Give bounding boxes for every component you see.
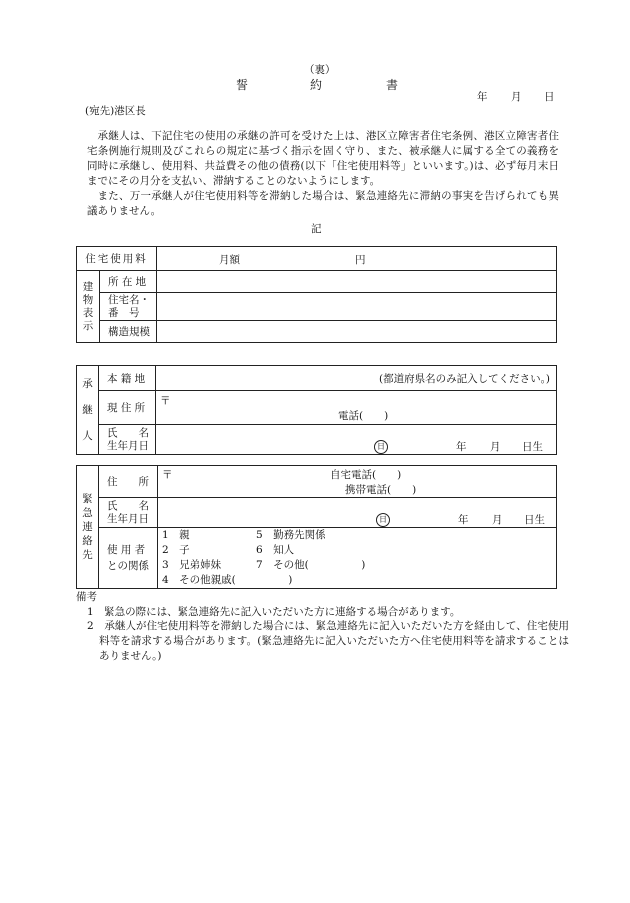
page-side-label: （裏）	[304, 64, 336, 76]
contact-name-birth-field[interactable]	[158, 498, 557, 528]
contact-birth-label: 生年月日	[107, 512, 149, 525]
successor-label-cell	[77, 366, 99, 455]
building-label: 建物表示	[82, 280, 94, 332]
title-char-2: 約	[310, 78, 323, 92]
structure-field[interactable]	[157, 321, 557, 343]
address-field[interactable]	[156, 391, 557, 425]
structure-label: 構造規模	[100, 321, 157, 343]
relation-option-1[interactable]: 1 親	[162, 529, 190, 541]
title-char-1: 誓	[236, 78, 249, 92]
yen-label: 円	[355, 254, 366, 266]
phone-label: 電話( )	[338, 410, 389, 422]
birth-month: 月	[490, 441, 501, 453]
rent-label: 住宅使用料	[77, 247, 157, 271]
ki-heading: 記	[311, 223, 322, 235]
addressee: (宛先)港区長	[85, 105, 146, 117]
relation-option-5[interactable]: 5 勤務先関係	[256, 529, 326, 541]
emergency-label-cell	[77, 466, 99, 589]
contact-birth-day: 日生	[524, 514, 545, 526]
monthly-label: 月額	[219, 254, 240, 266]
contact-name-birth-label	[99, 498, 158, 528]
relation-options[interactable]	[158, 528, 557, 589]
housing-name-label	[100, 293, 157, 321]
name-label: 氏 名	[107, 426, 149, 439]
relation-option-2[interactable]: 2 子	[162, 544, 190, 556]
emergency-contact-table	[76, 465, 557, 589]
contact-address-label: 住 所	[99, 466, 158, 498]
location-field[interactable]	[157, 271, 557, 293]
date-day: 日	[544, 91, 555, 103]
contact-name-label: 氏 名	[107, 499, 149, 512]
building-table	[76, 246, 557, 343]
birth-year: 年	[456, 441, 467, 453]
contact-birth-year: 年	[458, 514, 469, 526]
relation-label	[99, 528, 158, 589]
contact-era-mark: 日	[376, 513, 390, 527]
contact-birth-month: 月	[492, 514, 503, 526]
emergency-label: 緊急連絡先	[82, 493, 93, 561]
contact-postal-mark: 〒	[162, 469, 173, 481]
housing-name-field[interactable]	[157, 293, 557, 321]
date-month: 月	[511, 91, 522, 103]
note-1: 1 緊急の際には、緊急連絡先に記入いただいた方に連絡する場合があります。	[87, 606, 461, 618]
birth-day: 日生	[522, 441, 543, 453]
successor-table	[76, 365, 557, 455]
birth-label: 生年月日	[107, 439, 149, 452]
name-birth-field[interactable]	[156, 425, 557, 455]
successor-label: 承継人	[82, 378, 93, 442]
domicile-note: (都道府県名のみ記入してください。)	[379, 373, 550, 385]
postal-mark: 〒	[160, 395, 171, 407]
domicile-field[interactable]	[156, 366, 557, 391]
date-year: 年	[477, 91, 488, 103]
address-label: 現 住 所	[99, 391, 156, 425]
relation-option-7[interactable]: 7 その他( )	[256, 559, 366, 571]
mobile-phone-label: 携帯電話( )	[345, 484, 417, 496]
pledge-paragraph-2: また、万一承継人が住宅使用料等を滞納した場合は、緊急連絡先に滞納の事実を告げられても異議ありません。	[87, 190, 559, 217]
relation-label-text: 使 用 者との関係	[107, 544, 149, 572]
home-phone-label: 自宅電話( )	[330, 469, 402, 481]
relation-option-6[interactable]: 6 知人	[256, 544, 295, 556]
pledge-paragraph-1: 承継人は、下記住宅の使用の承継の許可を受けた上は、港区立障害者住宅条例、港区立障害者住宅条例施行規則及びこれらの規定に基づく指示を固く守り、また、被承継人に属する全ての義務を同時に承継し、使用料、共益費その他の債務(以下「住宅使用料等」といいます。)は、必ず毎月末日までにその月分を支払い、滞納することのないようにします。	[87, 130, 559, 187]
notes-heading: 備考	[76, 591, 97, 603]
era-mark: 日	[374, 440, 388, 454]
domicile-label: 本 籍 地	[99, 366, 156, 391]
location-label: 所 在 地	[100, 271, 157, 293]
name-birth-label	[99, 425, 156, 455]
relation-option-3[interactable]: 3 兄弟姉妹	[162, 559, 222, 571]
title-char-3: 書	[386, 78, 399, 92]
rent-field[interactable]	[157, 247, 557, 271]
relation-option-4[interactable]: 4 その他親戚( )	[162, 574, 293, 586]
building-label-cell	[77, 271, 100, 343]
housing-name-text: 住宅名・番 号	[108, 293, 150, 319]
note-2: 2 承継人が住宅使用料等を滞納した場合には、緊急連絡先に記入いただいた方を経由して、住宅使用料等を請求する場合があります。(緊急連絡先に記入いただいた方へ住宅使用料等を請求することはありません。)	[87, 620, 569, 662]
contact-address-field[interactable]	[158, 466, 557, 498]
